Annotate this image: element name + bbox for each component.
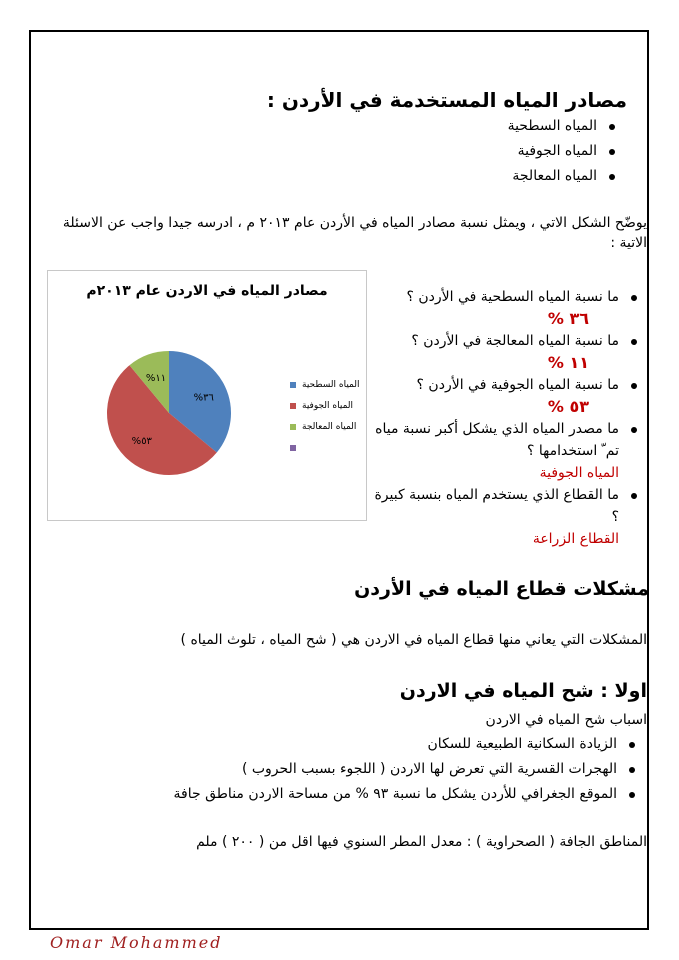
answer-text: ٣٦ %	[547, 309, 589, 328]
legend-label: المياه المعالجة	[302, 421, 357, 432]
pie-data-label: %٣٦	[193, 392, 214, 404]
question-text: ما نسبة المياه الجوفية في الأردن ؟	[416, 377, 619, 393]
question-text: ما القطاع الذي يستخدم المياه بنسبة كبيرة ؟	[374, 487, 619, 525]
question-text: ما مصدر المياه الذي يشكل أكبر نسبة مياه تم ّ استخدامها ؟	[375, 421, 619, 459]
legend-entry	[290, 395, 366, 416]
legend-entry	[290, 374, 366, 395]
list-item	[369, 374, 639, 418]
legend-entry	[290, 437, 366, 458]
answer-text: ١١ %	[547, 353, 589, 372]
problems-heading: مشكلات قطاع المياه في الأردن	[354, 578, 649, 600]
list-item	[369, 484, 639, 550]
list-item	[369, 330, 639, 374]
answer-text: القطاع الزراعة	[532, 531, 619, 547]
legend-swatch	[290, 382, 296, 388]
signature: Omar Mohammed	[50, 933, 223, 952]
answer-text: المياه الجوفية	[539, 465, 619, 481]
intro-paragraph: يوضّح الشكل الاتي ، ويمثل نسبة مصادر المياه في الأردن عام ٢٠١٣ م ، ادرسه جيدا واجب عن الاسئلة الاتية :	[62, 215, 647, 251]
legend-swatch	[290, 403, 296, 409]
pie-data-label: %٥٣	[131, 436, 152, 448]
legend-swatch	[290, 445, 296, 451]
pie-chart	[47, 270, 367, 521]
dry-areas-text: المناطق الجافة ( الصحراوية ) : معدل المطر السنوي فيها اقل من ( ٢٠٠ ) ملم	[196, 834, 647, 850]
chart-legend	[290, 374, 366, 458]
chart-title: مصادر المياه في الاردن عام ٢٠١٣م	[86, 283, 328, 299]
legend-entry	[290, 416, 366, 437]
pie-svg	[48, 271, 248, 471]
list-item: الموقع الجغرافي للأردن يشكل ما نسبة ٩٣ % من مساحة الاردن مناطق جافة	[77, 782, 637, 807]
sources-list	[317, 114, 617, 189]
list-item: الهجرات القسرية التي تعرض لها الاردن ( اللجوء بسبب الحروب )	[77, 757, 637, 782]
list-item	[369, 286, 639, 330]
causes-intro: اسباب شح المياه في الاردن	[485, 712, 647, 728]
causes-list	[77, 732, 637, 807]
first-heading: اولا : شح المياه في الاردن	[399, 680, 647, 702]
question-text: ما نسبة المياه المعالجة في الأردن ؟	[411, 333, 619, 349]
legend-swatch	[290, 424, 296, 430]
legend-label: المياه الجوفية	[302, 400, 354, 411]
list-item	[369, 418, 639, 484]
main-heading: مصادر المياه المستخدمة في الأردن :	[266, 88, 627, 112]
problems-text: المشكلات التي يعاني منها قطاع المياه في الاردن هي ( شح المياه ، تلوث المياه )	[180, 632, 647, 648]
list-item: المياه السطحية	[317, 114, 617, 139]
answer-text: ٥٣ %	[547, 397, 589, 416]
pie-data-label: %١١	[145, 372, 167, 384]
list-item: المياه الجوفية	[317, 139, 617, 164]
list-item: المياه المعالجة	[317, 164, 617, 189]
question-text: ما نسبة المياه السطحية في الأردن ؟	[406, 289, 619, 305]
list-item: الزيادة السكانية الطبيعية للسكان	[77, 732, 637, 757]
legend-label: المياه السطحية	[302, 379, 360, 390]
questions-list	[369, 286, 639, 550]
